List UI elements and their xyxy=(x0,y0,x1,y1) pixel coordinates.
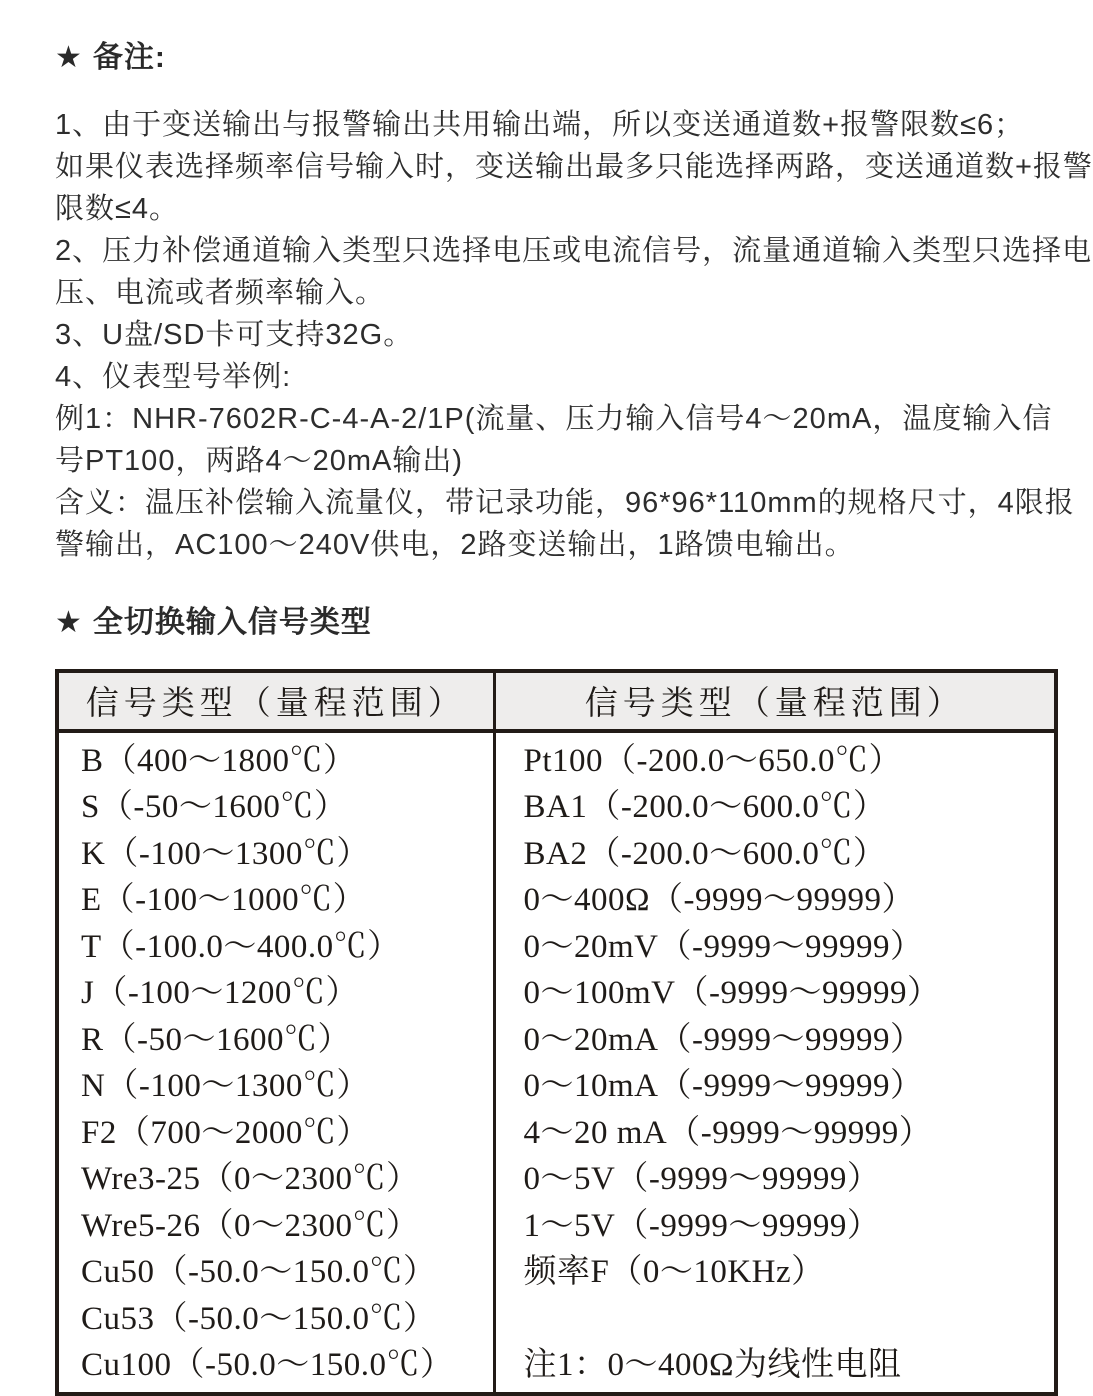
signal-row-left: F2（700～2000℃） xyxy=(81,1114,370,1151)
note-line: 含义：温压补偿输入流量仪，带记录功能，96*96*110mm的规格尺寸，4限报 xyxy=(55,486,1075,519)
signal-row-right xyxy=(524,1296,1055,1343)
note-line: 限数≤4。 xyxy=(55,192,180,225)
signal-row-right: 4～20 mA（-9999～99999） xyxy=(523,1114,933,1151)
table-body-row xyxy=(57,731,1056,1394)
signal-column-right xyxy=(494,731,1056,1394)
remarks-section xyxy=(55,37,1093,566)
signal-row-left: S（-50～1600℃） xyxy=(81,789,348,826)
signal-row-left: Cu50（-50.0～150.0℃） xyxy=(81,1254,437,1291)
signal-row-right: 注1：0～400Ω为线性电阻 xyxy=(523,1347,902,1384)
signal-row-left: K（-100～1300℃） xyxy=(81,835,370,872)
note-line: 如果仪表选择频率信号输入时，变送输出最多只能选择两路，变送通道数+报警 xyxy=(55,150,1093,183)
signal-row-left: B（400～1800℃） xyxy=(81,742,357,779)
note-line: 压、电流或者频率输入。 xyxy=(55,276,386,309)
signal-types-title xyxy=(55,602,1042,644)
signal-row-right: BA2（-200.0～600.0℃） xyxy=(523,835,887,872)
signal-row-left: E（-100～1000℃） xyxy=(81,882,367,919)
signal-row-right: 1～5V（-9999～99999） xyxy=(523,1207,881,1244)
note-line: 警输出，AC100～240V供电，2路变送输出，1路馈电输出。 xyxy=(55,528,855,561)
signal-row-right: 0～100mV（-9999～99999） xyxy=(523,975,941,1012)
signal-row-left: Wre3-25（0～2300℃） xyxy=(81,1161,420,1198)
table-header-left: 信号类型（量程范围） xyxy=(57,671,494,731)
signal-row-left: R（-50～1600℃） xyxy=(81,1021,351,1058)
signal-row-right: 0～400Ω（-9999～99999） xyxy=(523,882,916,919)
signal-row-right: 0～20mV（-9999～99999） xyxy=(523,928,924,965)
signal-row-right: Pt100（-200.0～650.0℃） xyxy=(523,742,903,779)
note-line: 例1：NHR-7602R-C-4-A-2/1P(流量、压力输入信号4～20mA，温度输入信 xyxy=(55,402,1053,435)
star-icon: ★ xyxy=(55,605,83,639)
remarks-title-label: 备注: xyxy=(92,40,166,74)
note-line: 3、U盘/SD卡可支持32G。 xyxy=(55,318,414,351)
note-line: 2、压力补偿通道输入类型只选择电压或电流信号，流量通道输入类型只选择电 xyxy=(55,234,1093,267)
remarks-title xyxy=(55,37,1042,79)
table-header-row xyxy=(57,671,1056,731)
signal-row-left: J（-100～1200℃） xyxy=(81,975,359,1012)
signal-types-title-label: 全切换输入信号类型 xyxy=(92,605,372,639)
signal-row-right: 0～5V（-9999～99999） xyxy=(523,1161,881,1198)
signal-row-left: Cu53（-50.0～150.0℃） xyxy=(81,1300,437,1337)
signal-row-right: 0～10mA（-9999～99999） xyxy=(523,1068,924,1105)
note-line: 1、由于变送输出与报警输出共用输出端，所以变送通道数+报警限数≤6； xyxy=(55,108,1025,141)
table-header-right: 信号类型（量程范围） xyxy=(494,671,1056,731)
signal-row-right: 频率F（0～10KHz） xyxy=(523,1254,825,1291)
star-icon: ★ xyxy=(55,40,83,74)
signal-types-table xyxy=(55,669,1058,1396)
note-line: 4、仪表型号举例: xyxy=(55,360,292,393)
signal-row-left: T（-100.0～400.0℃） xyxy=(81,928,401,965)
signal-row-right: BA1（-200.0～600.0℃） xyxy=(523,789,887,826)
signal-row-left: Cu100（-50.0～150.0℃） xyxy=(81,1347,454,1384)
signal-row-left: N（-100～1300℃） xyxy=(81,1068,370,1105)
signal-row-left: Wre5-26（0～2300℃） xyxy=(81,1207,420,1244)
signal-row-right: 0～20mA（-9999～99999） xyxy=(523,1021,924,1058)
signal-column-left xyxy=(57,731,494,1394)
note-line: 号PT100，两路4～20mA输出) xyxy=(55,444,463,477)
